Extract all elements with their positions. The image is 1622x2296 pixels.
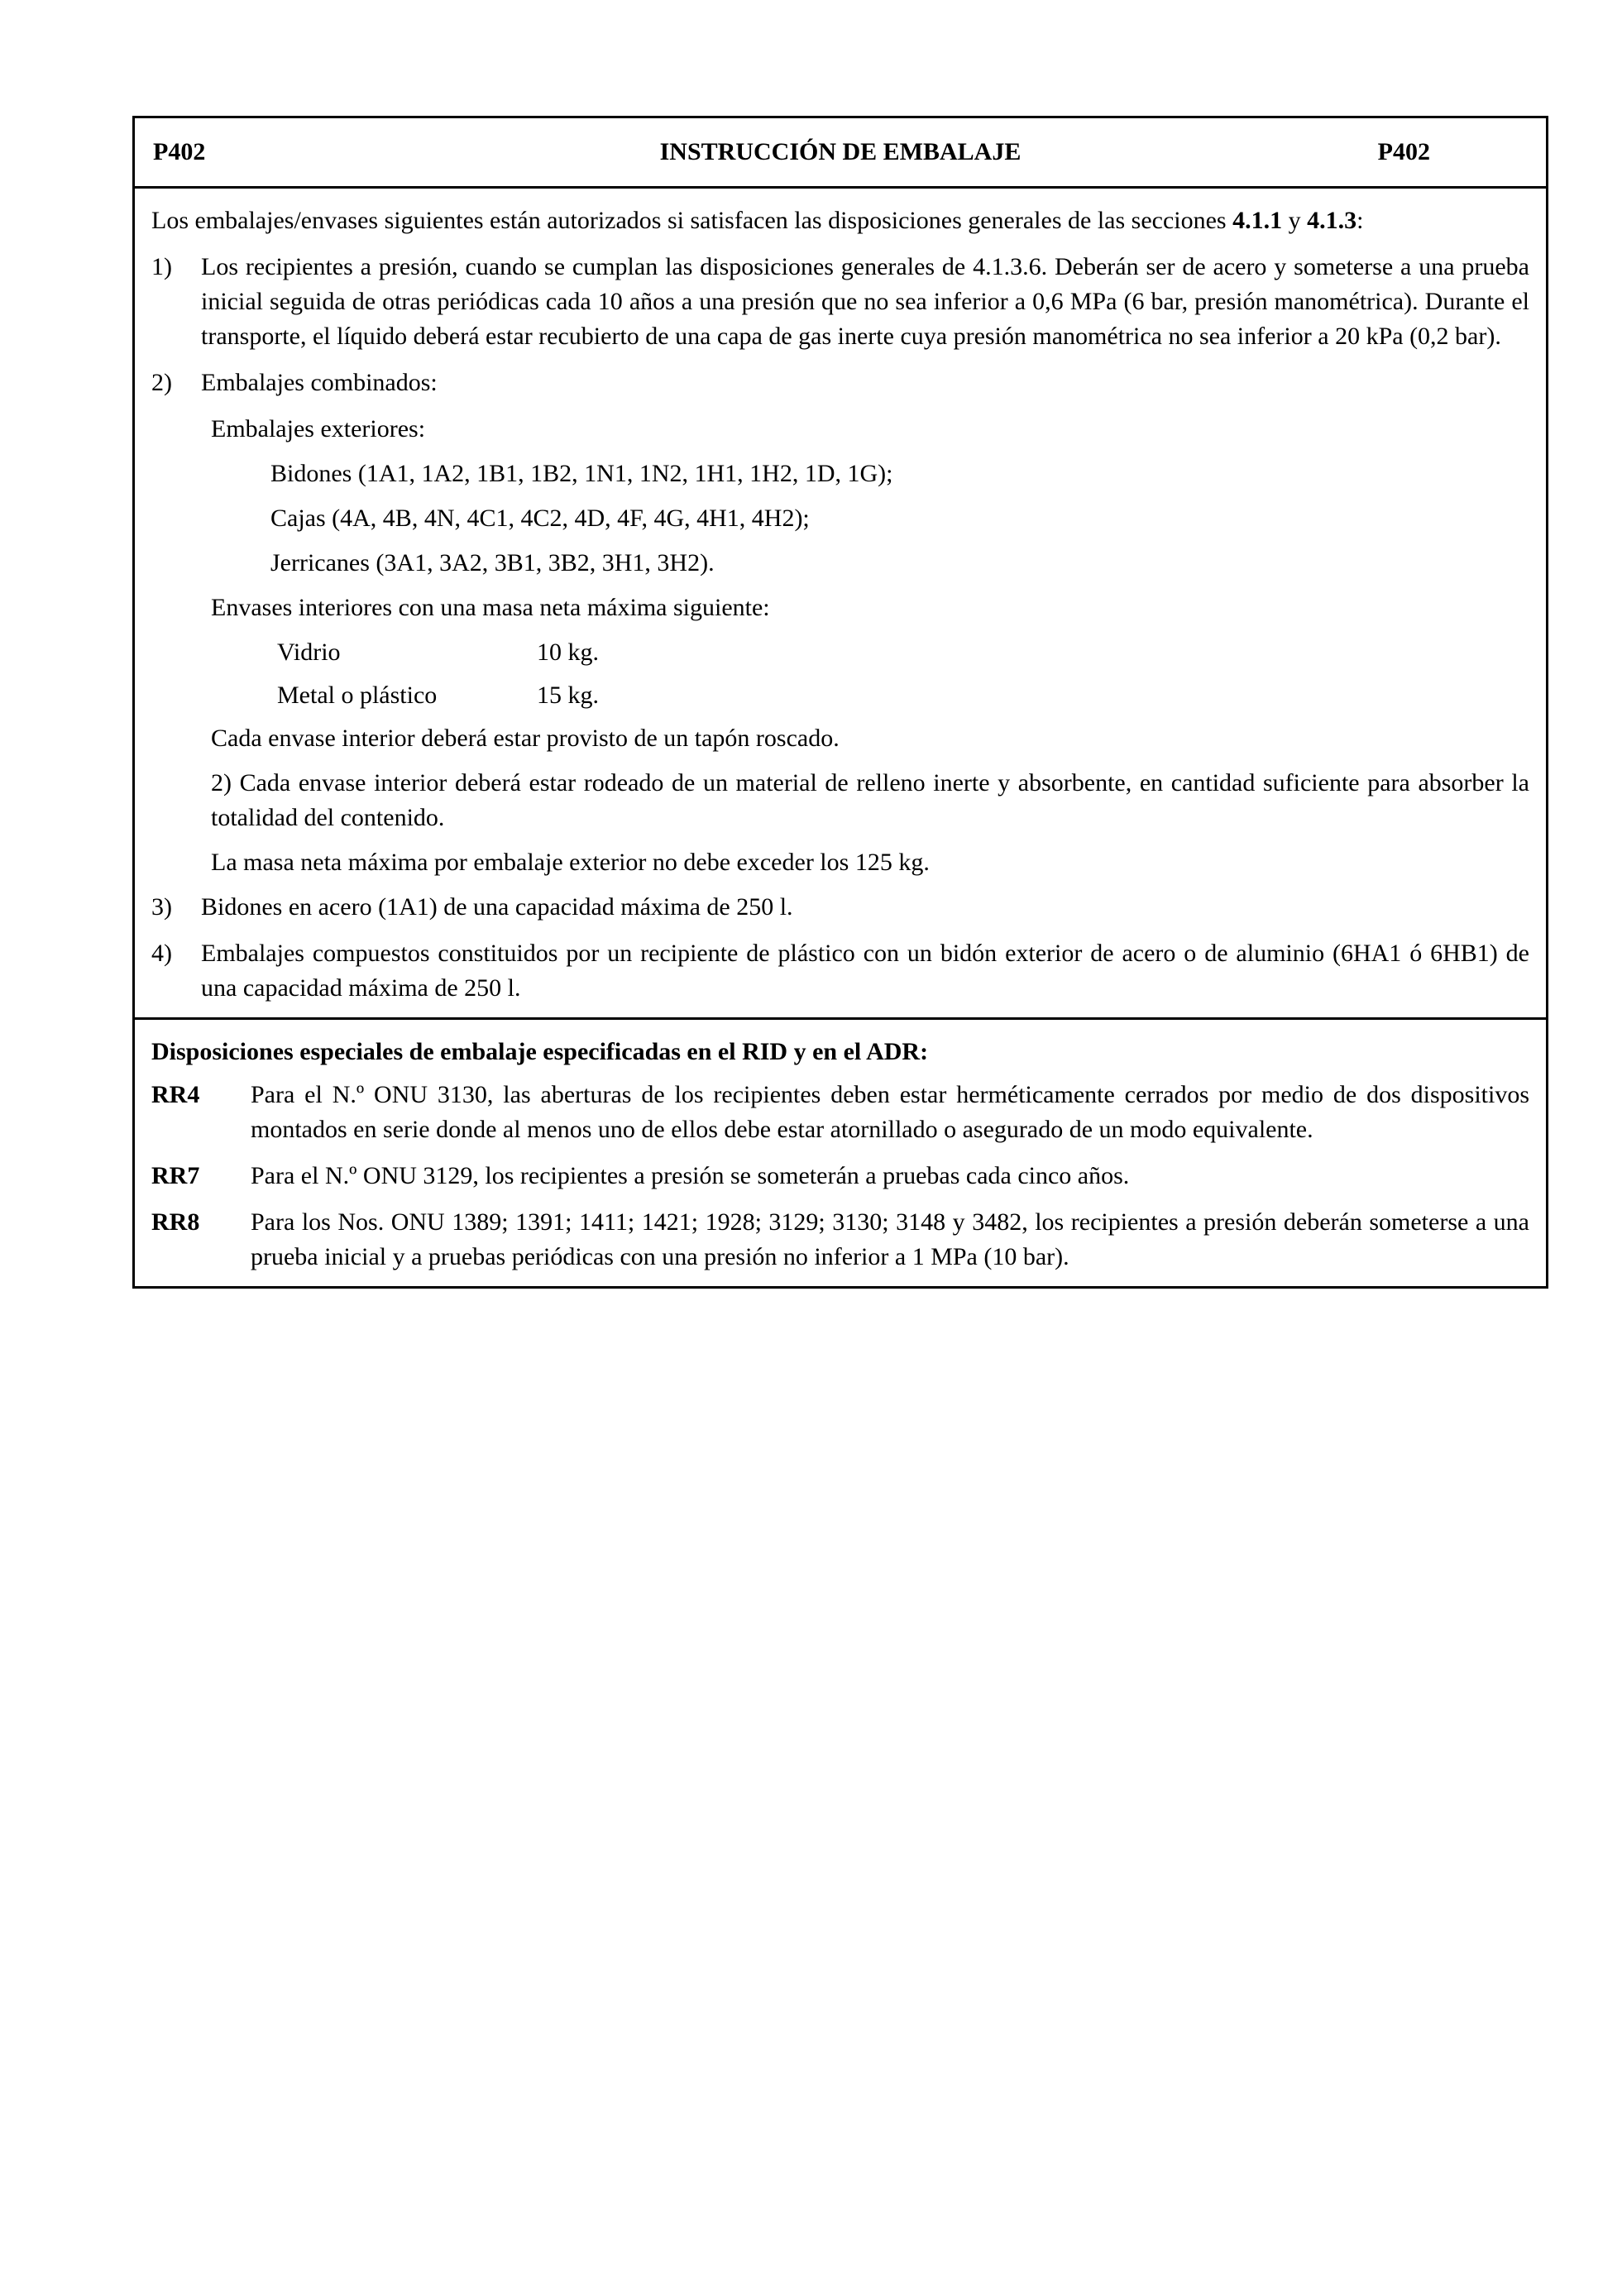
- list-item-4: [151, 936, 1529, 1006]
- item-text: Los recipientes a presión, cuando se cumplan las disposiciones generales de 4.1.3.6. Deberán ser de acero y someterse a una prueba inicial seguida de otras periódicas cada 10 años a una presión que no sea inferior a 0,6 MPa (6 bar, presión manométrica). Durante el transporte, el líquido deberá estar recubierto de una capa de gas inerte cuya presión manométrica no sea inferior a 20 kPa (0,2 bar).: [201, 253, 1529, 350]
- inner-material: Vidrio: [277, 639, 341, 666]
- special-provision-rr8: [151, 1205, 1529, 1275]
- packing-instruction-table: [132, 116, 1548, 1289]
- table-header: [135, 118, 1546, 189]
- item-text: Bidones en acero (1A1) de una capacidad máxima de 250 l.: [201, 893, 793, 921]
- list-item-3: [151, 890, 1529, 925]
- outer-packaging-boxes: Cajas (4A, 4B, 4N, 4C1, 4C2, 4D, 4F, 4G, 4H1, 4H2);: [270, 505, 810, 532]
- list-item-1: [151, 250, 1529, 354]
- item-number: 4): [151, 940, 172, 967]
- provision-code: RR4: [151, 1081, 200, 1108]
- section-ref-4-1-1: 4.1.1: [1232, 207, 1283, 234]
- note-inert-padding: 2) Cada envase interior deberá estar rodeado de un material de relleno inerte y absorbente, en cantidad suficiente para absorber la totalidad del contenido.: [211, 769, 1529, 831]
- special-provision-rr7: [151, 1159, 1529, 1193]
- provision-code: RR8: [151, 1208, 200, 1236]
- special-provisions-title: Disposiciones especiales de embalaje especificadas en el RID y en el ADR:: [151, 1038, 929, 1065]
- provision-text: Para los Nos. ONU 1389; 1391; 1411; 1421; 1928; 3129; 3130; 3148 y 3482, los recipientes a presión deberán someterse a una prueba inicial y a pruebas periódicas con una presión no inferior a 1 MPa (10 bar).: [251, 1208, 1529, 1270]
- note-max-net-mass: La masa neta máxima por embalaje exterior no debe exceder los 125 kg.: [211, 849, 930, 876]
- item-number: 2): [151, 369, 172, 396]
- inner-mass-row: [277, 678, 1529, 713]
- inner-material: Metal o plástico: [277, 682, 438, 709]
- inner-packagings-title: Envases interiores con una masa neta máxima siguiente:: [211, 594, 770, 621]
- provision-code: RR7: [151, 1162, 200, 1189]
- item-number: 1): [151, 253, 172, 280]
- item-number: 3): [151, 893, 172, 921]
- instruction-code-right: P402: [1377, 138, 1430, 165]
- provision-text: Para el N.º ONU 3129, los recipientes a presión se someterán a pruebas cada cinco años.: [251, 1162, 1130, 1189]
- intro-paragraph: Los embalajes/envases siguientes están autorizados si satisfacen las disposiciones generales de las secciones 4.1.1 y 4.1.3:: [151, 207, 1364, 234]
- outer-packaging-drums: Bidones (1A1, 1A2, 1B1, 1B2, 1N1, 1N2, 1H1, 1H2, 1D, 1G);: [270, 460, 893, 487]
- outer-packagings-title: Embalajes exteriores:: [211, 415, 426, 442]
- section-ref-4-1-3: 4.1.3: [1307, 207, 1357, 234]
- instruction-code-left: P402: [153, 138, 206, 165]
- instruction-title: INSTRUCCIÓN DE EMBALAJE: [659, 138, 1022, 165]
- inner-max-mass: 15 kg.: [537, 682, 599, 709]
- list-item-2: [151, 366, 1529, 400]
- special-provision-rr4: [151, 1078, 1529, 1147]
- provision-text: Para el N.º ONU 3130, las aberturas de los recipientes deben estar herméticamente cerrados por medio de dos dispositivos montados en serie donde al menos uno de ellos debe estar atornillado o asegurado de un modo equivalente.: [251, 1081, 1529, 1143]
- item-text: Embalajes combinados:: [201, 369, 438, 396]
- authorized-packagings-section: [135, 189, 1546, 1020]
- special-provisions-section: [135, 1020, 1546, 1286]
- inner-mass-row: [277, 635, 1529, 670]
- item-text: Embalajes compuestos constituidos por un recipiente de plástico con un bidón exterior de acero o de aluminio (6HA1 ó 6HB1) de una capacidad máxima de 250 l.: [201, 940, 1529, 1002]
- inner-max-mass: 10 kg.: [537, 639, 599, 666]
- outer-packaging-jerricans: Jerricanes (3A1, 3A2, 3B1, 3B2, 3H1, 3H2).: [270, 549, 715, 576]
- note-screw-cap: Cada envase interior deberá estar provisto de un tapón roscado.: [211, 725, 840, 752]
